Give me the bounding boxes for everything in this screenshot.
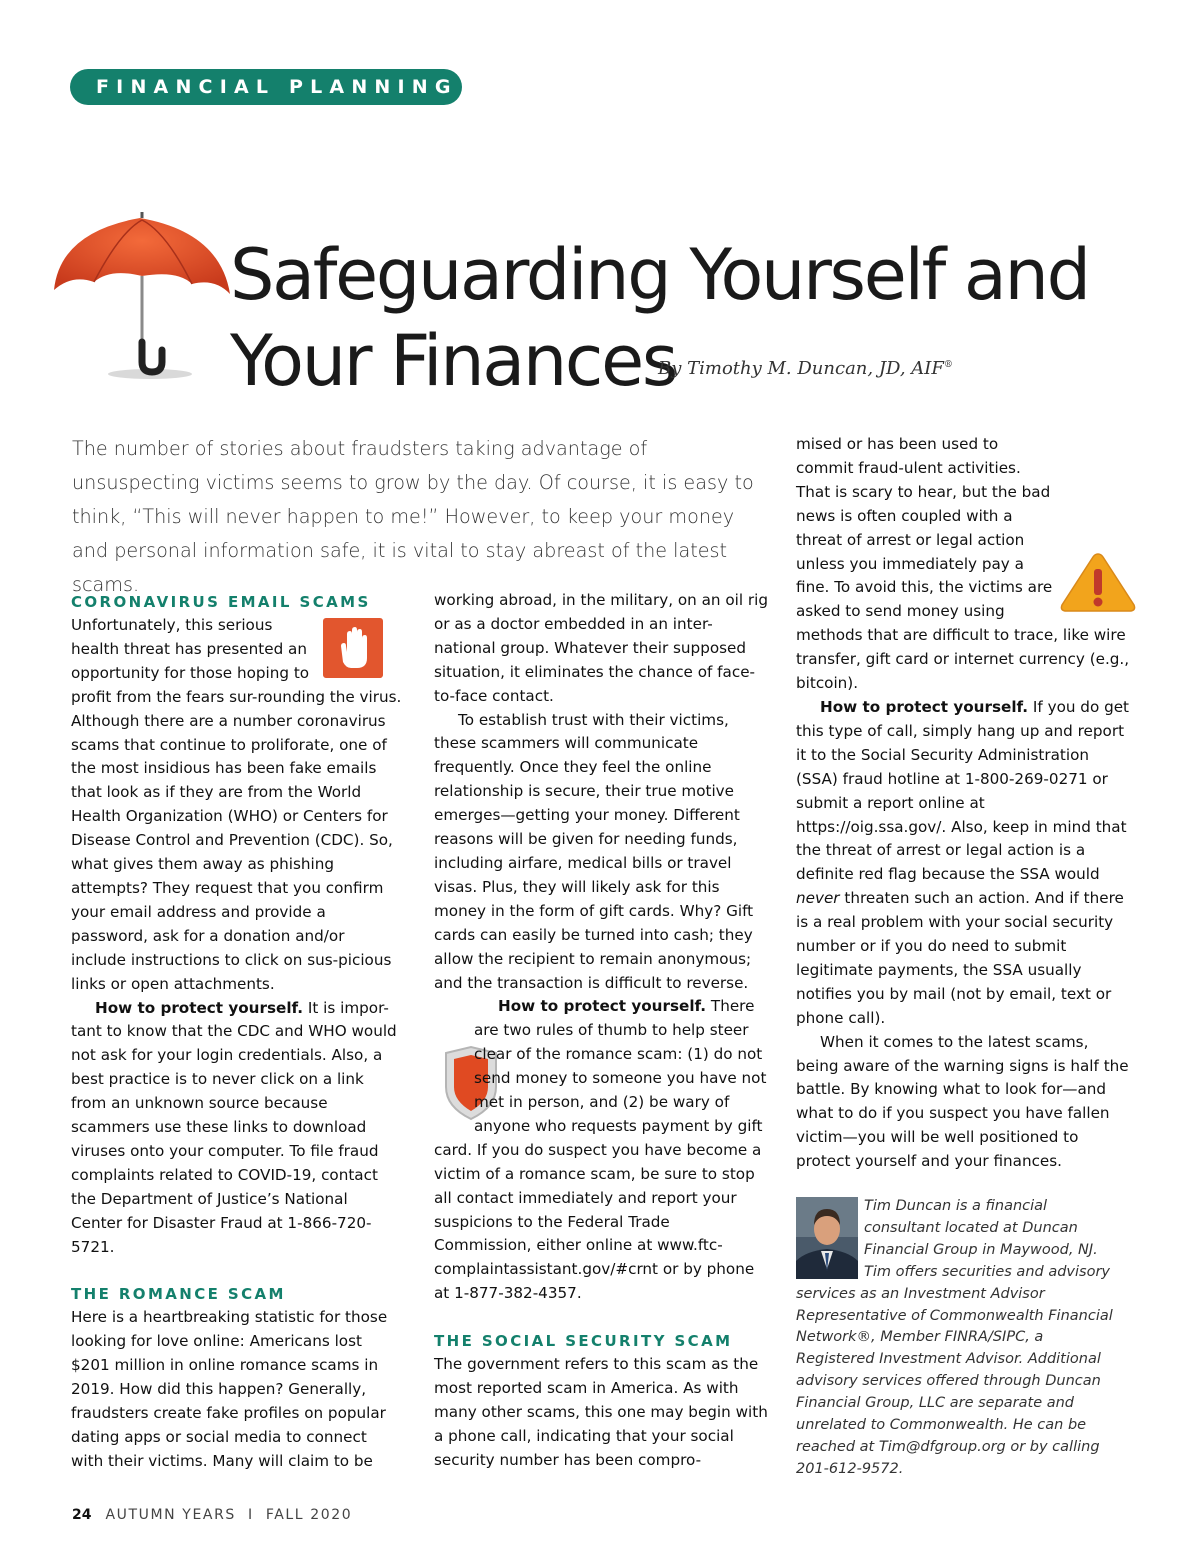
byline-text: By Timothy M. Duncan, JD, AIF [658, 358, 944, 379]
romance-paragraph: Here is a heartbreaking statistic for those looking for love online: Americans lost $201 million in online romance scams in 2019. How did this happen? Generally, fraudsters create fake profiles on popular dating apps or social media to connect with their victims. Many will claim to be [71, 1308, 388, 1470]
social-security-protect-paragraph [796, 696, 1132, 1031]
heading-social-security-scam: THE SOCIAL SECURITY SCAM [434, 1332, 733, 1351]
byline-mark: ® [943, 360, 953, 370]
shield-icon [418, 1045, 470, 1121]
social-security-continued-paragraph: mised or has been used to commit fraud-ulent activities. That is scary to hear, but the bad news is often coupled with a threat of arrest or legal action unless you immediately pay a fine. To avoid this, the victims are asked to send money using methods that are difficult to trace, like wire transfer, gift card or internet currency (e.g., bitcoin). [796, 435, 1130, 693]
protect-text-a: If you do get this type of call, simply hang up and report it to the Social Security Administration (SSA) fraud hotline at 1-800-269-0271 or submit a report online at https://oig.ssa.gov/. Also, keep in mind that the threat of arrest or legal action is a definite red flag because the SSA would [796, 697, 1130, 884]
coronavirus-protect-paragraph [71, 997, 403, 1260]
trust-paragraph: To establish trust with their victims, these scammers will communicate frequently. Once they feel the online relationship is secure, their true motive emerges—getting your money. Different reasons will be given for needing funds, including airfare, medical bills or travel visas. Plus, they will likely ask for this money in the form of gift cards. Why? Gift cards can easily be turned into cash; they allow the recipient to remain anonymous; and the transaction is difficult to reverse. [434, 710, 754, 992]
page-footer [72, 1507, 352, 1523]
romance-continued-paragraph: working abroad, in the military, on an oil rig or as a doctor embedded in an inter-national group. Whatever their supposed situation, it eliminates the chance of face-to-face contact. [434, 591, 769, 705]
protect-text: There are two rules of thumb to help steer clear of the romance scam: (1) do not send money to someone you have not met in person, and (2) be wary of anyone who requests payment by gift card. If you do suspect you have become a victim of a romance scam, be sure to stop all contact immediately and report your suspicions to the Federal Trade Commission, either online at www.ftc-complaintassistant.gov/#crnt or by phone at 1-877-382-4357. [434, 997, 767, 1303]
protect-label: How to protect yourself. [95, 998, 304, 1017]
page-number: 24 [72, 1507, 92, 1523]
protect-text-b: threaten such an action. And if there is a real problem with your social security number or if you do need to submit legitimate payments, the SSA usually notifies you by mail (not by email, text or phone call). [796, 889, 1124, 1027]
warning-icon [1058, 551, 1138, 613]
coronavirus-paragraph: Unfortunately, this serious health threat has presented an opportunity for those hoping to profit from the fears sur-rounding the virus. Although there are a number coronavirus scams that continue to proliforate, one of the most insidious has been fake emails that look as if they are from the World Health Organization (WHO) or Centers for Disease Control and Prevention (CDC). So, what gives them away as phishing attempts? They request that you confirm your email address and provide a password, ask for a donation and/or include instructions to click on sus-picious links or open attachments. [71, 616, 402, 993]
protect-label: How to protect yourself. [820, 697, 1029, 716]
heading-romance-scam: THE ROMANCE SCAM [71, 1285, 286, 1304]
author-photo [796, 1197, 858, 1281]
protect-text: It is impor-tant to know that the CDC and WHO would not ask for your login credentials. Also, a best practice is to never click on a link from an unknown source because scammers use these links to download viruses onto your computer. To file fraud complaints related to COVID-19, contact the Department of Justice’s National Center for Disaster Fraud at 1-866-720-5721. [71, 998, 397, 1256]
heading-coronavirus-email-scams: CORONAVIRUS EMAIL SCAMS [71, 593, 371, 611]
stop-hand-icon [321, 616, 385, 680]
byline [658, 358, 953, 379]
intro-paragraph: The number of stories about fraudsters taking advantage of unsuspecting victims seems to grow by the day. Of course, it is easy to think, “This will never happen to me!” However, to keep your money and personal information safe, it is vital to stay abreast of the latest scams. [72, 437, 754, 596]
publication-info: AUTUMN YEARS I FALL 2020 [105, 1507, 353, 1523]
emphasis-never: never [796, 889, 840, 908]
protect-label: How to protect yourself. [498, 997, 707, 1016]
author-bio [796, 1196, 1126, 1481]
romance-protect-paragraph [434, 995, 768, 1306]
column-1 [71, 590, 403, 1474]
column-3 [796, 433, 1132, 1174]
conclusion-paragraph: When it comes to the latest scams, being aware of the warning signs is half the battle. By knowing what to look for—and what to do if you suspect you have fallen victim—you will be well positioned to protect yourself and your finances. [796, 1032, 1129, 1171]
social-security-paragraph: The government refers to this scam as the most reported scam in America. As with many other scams, this one may begin with a phone call, indicating that your social security number has been compro- [434, 1355, 768, 1469]
umbrella-icon [50, 212, 236, 382]
title-line-1: Safeguarding Yourself and [230, 234, 1089, 316]
section-tag: FINANCIAL PLANNING [70, 69, 462, 105]
title-line-2: Your Finances [230, 320, 677, 402]
bio-text: Tim Duncan is a financial consultant located at Duncan Financial Group in Maywood, NJ. Tim offers securities and advisory services as an Investment Advisor Representative of Commonwealth Financial Network®, Member FINRA/SIPC, a Registered Investment Advisor. Additional advisory services offered through Duncan Financial Group, LLC are separate and unrelated to Commonwealth. He can be reached at Tim@dfgroup.org or by calling 201-612-9572. [796, 1198, 1113, 1477]
column-2 [434, 589, 768, 1473]
